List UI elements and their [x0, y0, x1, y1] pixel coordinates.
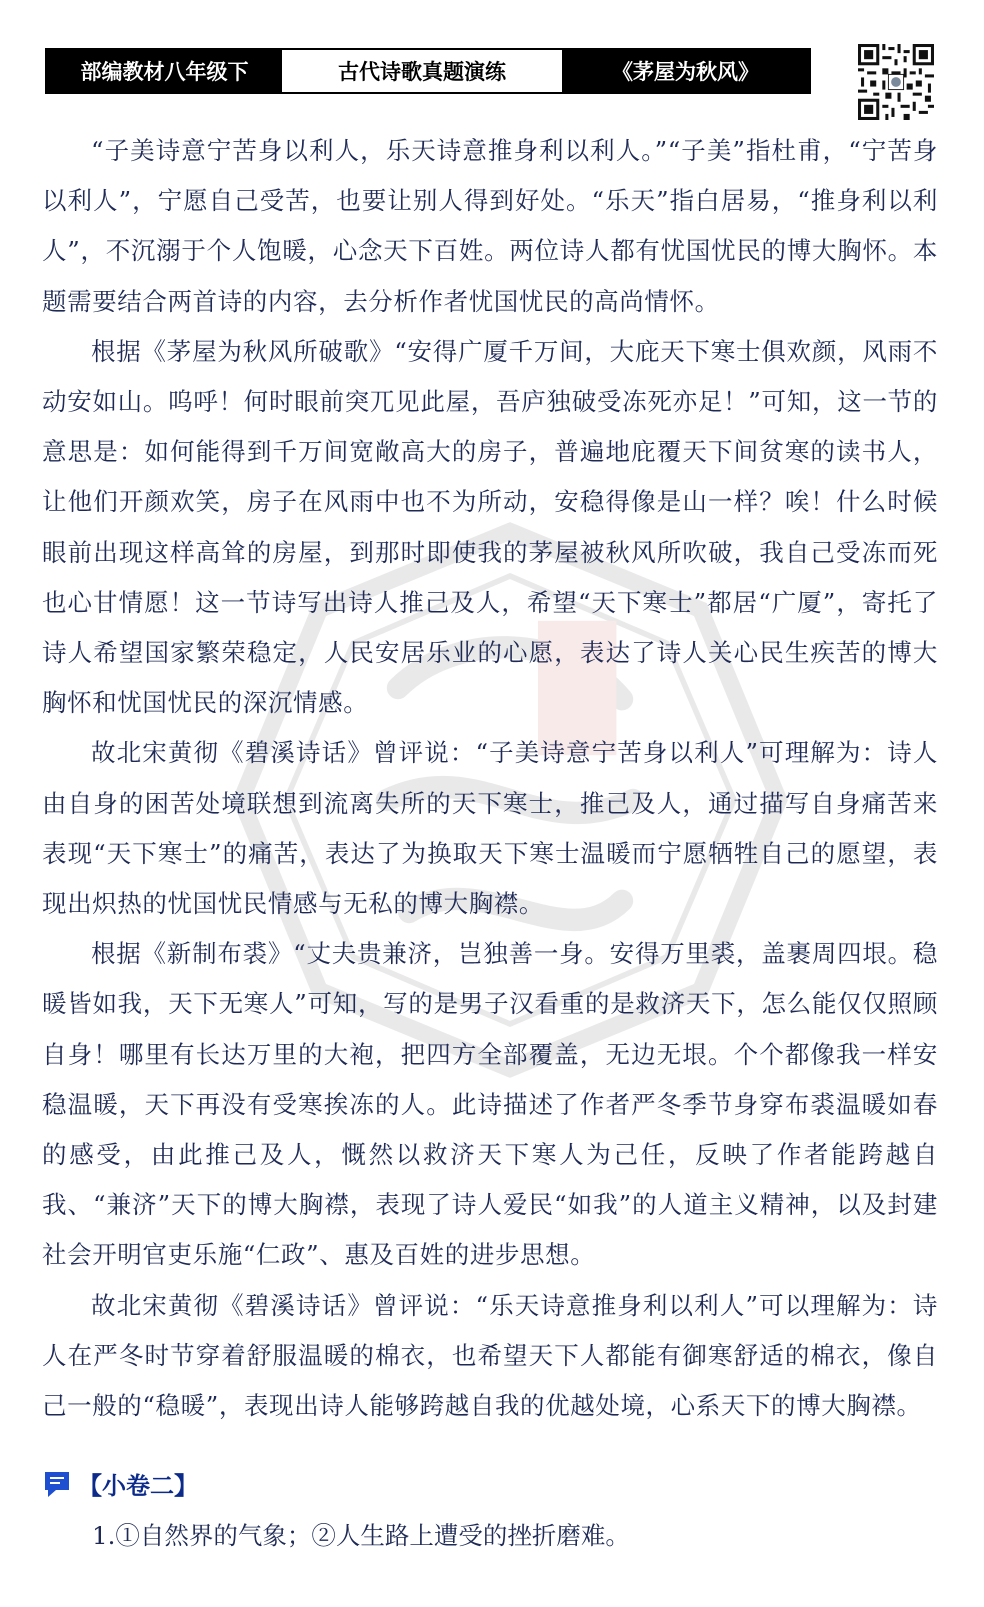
section-title: 【小卷二】: [78, 1472, 198, 1500]
paragraph: 故北宋黄彻《碧溪诗话》曾评说：“乐天诗意推身利以利人”可以理解为：诗人在严冬时节穿着舒服温暖的棉衣，也希望天下人都能有御寒舒适的棉衣，像自己一般的“稳暖”，表现出诗人能够跨越自我的优越处境，心系天下的博大胸襟。: [42, 1290, 938, 1421]
article-body: [42, 126, 938, 1431]
section-heading: [42, 1466, 198, 1501]
header-topic-label: 古代诗歌真题演练: [282, 50, 562, 92]
header-bar: [45, 48, 811, 94]
paragraph: 故北宋黄彻《碧溪诗话》曾评说：“子美诗意宁苦身以利人”可理解为：诗人由自身的困苦处境联想到流离失所的天下寒士，推己及人，通过描写自身痛苦来表现“天下寒士”的痛苦，表达了为换取天下寒士温暖而宁愿牺牲自己的愿望，表现出炽热的忧国忧民情感与无私的博大胸襟。: [42, 738, 938, 919]
paragraph: 根据《新制布裘》“丈夫贵兼济，岂独善一身。安得万里裘，盖裹周四垠。稳暖皆如我，天下无寒人”可知，写的是男子汉看重的是救济天下，怎么能仅仅照顾自身！哪里有长达万里的大袍，把四方全部覆盖，无边无垠。个个都像我一样安稳温暖，天下再没有受寒挨冻的人。此诗描述了作者严冬季节身穿布裘温暖如春的感受，由此推己及人，慨然以救济天下寒人为己任，反映了作者能跨越自我、“兼济”天下的博大胸襟，表现了诗人爱民“如我”的人道主义精神，以及封建社会开明官吏乐施“仁政”、惠及百姓的进步思想。: [42, 939, 938, 1270]
qr-code-icon: [858, 44, 934, 120]
paragraph: “子美诗意宁苦身以利人，乐天诗意推身利以利人。”“子美”指杜甫，“宁苦身以利人”，宁愿自己受苦，也要让别人得到好处。“乐天”指白居易，“推身利以利人”，不沉溺于个人饱暖，心念天下百姓。两位诗人都有忧国忧民的博大胸怀。本题需要结合两首诗的内容，去分析作者忧国忧民的高尚情怀。: [42, 136, 938, 316]
paragraph: 根据《茅屋为秋风所破歌》“安得广厦千万间，大庇天下寒士俱欢颜，风雨不动安如山。呜呼！何时眼前突兀见此屋，吾庐独破受冻死亦足！”可知，这一节的意思是：如何能得到千万间宽敞高大的房子，普遍地庇覆天下间贫寒的读书人，让他们开颜欢笑，房子在风雨中也不为所动，安稳得像是山一样？唉！什么时候眼前出现这样高耸的房屋，到那时即使我的茅屋被秋风所吹破，我自己受冻而死也心甘情愿！这一节诗写出诗人推己及人，希望“天下寒士”都居“广厦”，寄托了诗人希望国家繁荣稳定，人民安居乐业的心愿，表达了诗人关心民生疾苦的博大胸怀和忧国忧民的深沉情感。: [42, 336, 938, 718]
header-grade-label: 部编教材八年级下: [47, 50, 282, 92]
answer-line: 1.①自然界的气象；②人生路上遭受的挫折磨难。: [92, 1521, 630, 1550]
header-poem-label: 《茅屋为秋风》: [562, 50, 809, 92]
chat-bubble-icon: [42, 1469, 72, 1499]
